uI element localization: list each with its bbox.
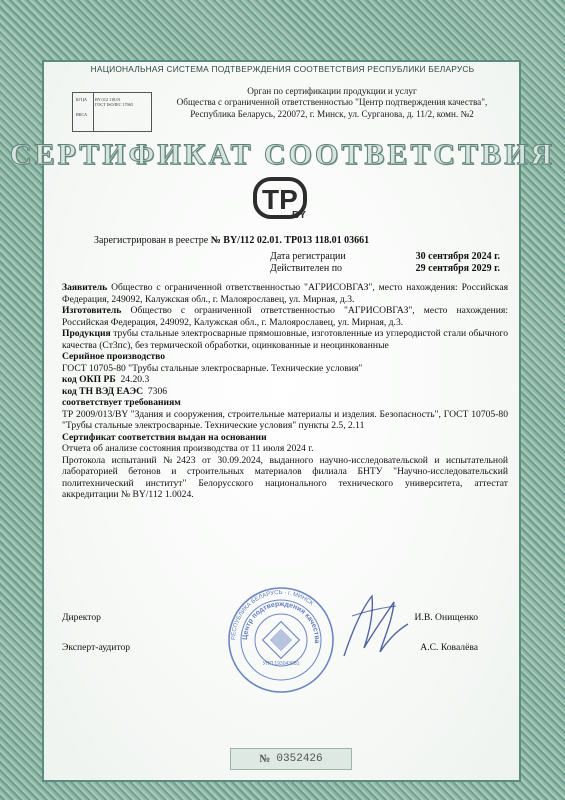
seal-unp-text: УНП 193043081 — [262, 661, 300, 667]
applicant-section — [62, 282, 508, 305]
handwritten-signature — [334, 586, 414, 666]
director-name: И.В. Онищенко — [414, 612, 478, 623]
product-section — [62, 328, 508, 351]
tr-by-logo-icon — [252, 176, 312, 222]
accred-col2-line2: ГОСТ ISO/IEC 17065 — [95, 102, 133, 107]
seal-inner-text: Центр подтверждения качества — [241, 600, 321, 644]
applicant-text: Общество с ограниченной ответственностью "АГРИСОВГАЗ", место нахождения: Российская Федерация, 249092, Калужская обл., г. Малоярославец, ул. Мирная, д.3. — [62, 282, 508, 305]
serial-no-sign: № — [259, 753, 271, 765]
accred-col1-line2: ВКСА — [76, 112, 88, 117]
registry-prefix: Зарегистрирован в реестре — [94, 235, 211, 246]
accred-col1-line1: БГЦА — [76, 97, 87, 102]
certificate-body — [62, 282, 508, 501]
product-label: Продукция — [62, 328, 111, 339]
applicant-label: Заявитель — [62, 282, 108, 293]
tnved-label: код ТН ВЭД ЕАЭС — [62, 385, 144, 397]
organ-line3: Республика Беларусь, 220072, г. Минск, ул. Сурганова, д. 11/2, комн. №2 — [190, 108, 474, 119]
accred-col2-line1: BY/112 118.01 — [95, 97, 121, 102]
certification-body — [152, 86, 512, 120]
dates-block — [270, 251, 500, 275]
system-name: НАЦИОНАЛЬНАЯ СИСТЕМА ПОДТВЕРЖДЕНИЯ СООТВЕТСТВИЯ РЕСПУБЛИКИ БЕЛАРУСЬ — [90, 64, 475, 74]
registration-date: 30 сентября 2024 г. — [415, 251, 500, 262]
okp-label: код ОКП РБ — [62, 374, 116, 385]
certificate-title: СЕРТИФИКАТ СООТВЕТСТВИЯ — [9, 138, 556, 171]
manufacturer-section — [62, 305, 508, 328]
organ-line1: Орган по сертификации продукции и услуг — [247, 86, 417, 96]
valid-until-date: 29 сентября 2029 г. — [415, 263, 500, 274]
serial-number: 0352426 — [276, 753, 323, 765]
registration-date-label: Дата регистрации — [270, 251, 346, 262]
serial-production-text: ГОСТ 10705-80 "Трубы стальные электросварные. Технические условия" — [62, 362, 363, 374]
company-seal — [226, 585, 336, 695]
manufacturer-text: Общество с ограниченной ответственностью "АГРИСОВГАЗ", место нахождения: Российская Федерация, 249092, Калужская обл., г. Малоярославец, ул. Мирная, д.3. — [62, 305, 508, 328]
logo-main-text: TP — [262, 184, 298, 215]
director-label: Директор — [62, 612, 101, 623]
serial-number-box — [230, 748, 352, 770]
serial-production-label: Серийное производство — [62, 351, 166, 362]
expert-label: Эксперт-аудитор — [62, 642, 131, 653]
requirements-label: соответствует требованиям — [62, 397, 181, 408]
registry-number: № BY/112 02.01. ТР013 118.01 03661 — [210, 235, 370, 246]
tnved-value: 7306 — [143, 385, 168, 397]
manufacturer-label: Изготовитель — [62, 305, 122, 316]
okp-value: 24.20.3 — [115, 374, 150, 385]
valid-until-label: Действителен по — [270, 263, 343, 274]
basis-label: Сертификат соответствия выдан на основании — [62, 431, 267, 443]
requirements-text: ТР 2009/013/BY "Здания и сооружения, строительные материалы и изделия. Безопасность", ГОСТ 10705-80 "Трубы стальные электросварные. Технические условия" пункты 2.5, 2.11 — [62, 408, 508, 431]
registry-line — [94, 235, 494, 246]
basis-line1: Отчета об анализе состояния производства от 11 июля 2024 г. — [62, 443, 314, 454]
accreditation-box — [72, 92, 152, 132]
logo-sub-text: BY — [292, 210, 306, 221]
seal-outer-text: РЕСПУБЛИКА БЕЛАРУСЬ · г. МИНСК · — [230, 589, 317, 641]
expert-name: А.С. Ковалёва — [420, 642, 478, 653]
product-text: трубы стальные электросварные прямошовные, изготовленные из углеродистой стали обычного качества (Ст3пс), без термической обработки, оцинкованные и неоцинкованные — [62, 328, 508, 351]
basis-line2: Протокола испытаний №2423 от 30.09.2024, выданного научно-исследовательской и испытательной лабораторией бетонов и строительных материалов филиала БНТУ "Научно-исследовательский политехнический институт" Белорусского национального технического университета, аттестат аккредитации № BY/112 1.0024. — [62, 454, 508, 500]
organ-line2: Общества с ограниченной ответственностью "Центр подтверждения качества", — [176, 97, 488, 108]
